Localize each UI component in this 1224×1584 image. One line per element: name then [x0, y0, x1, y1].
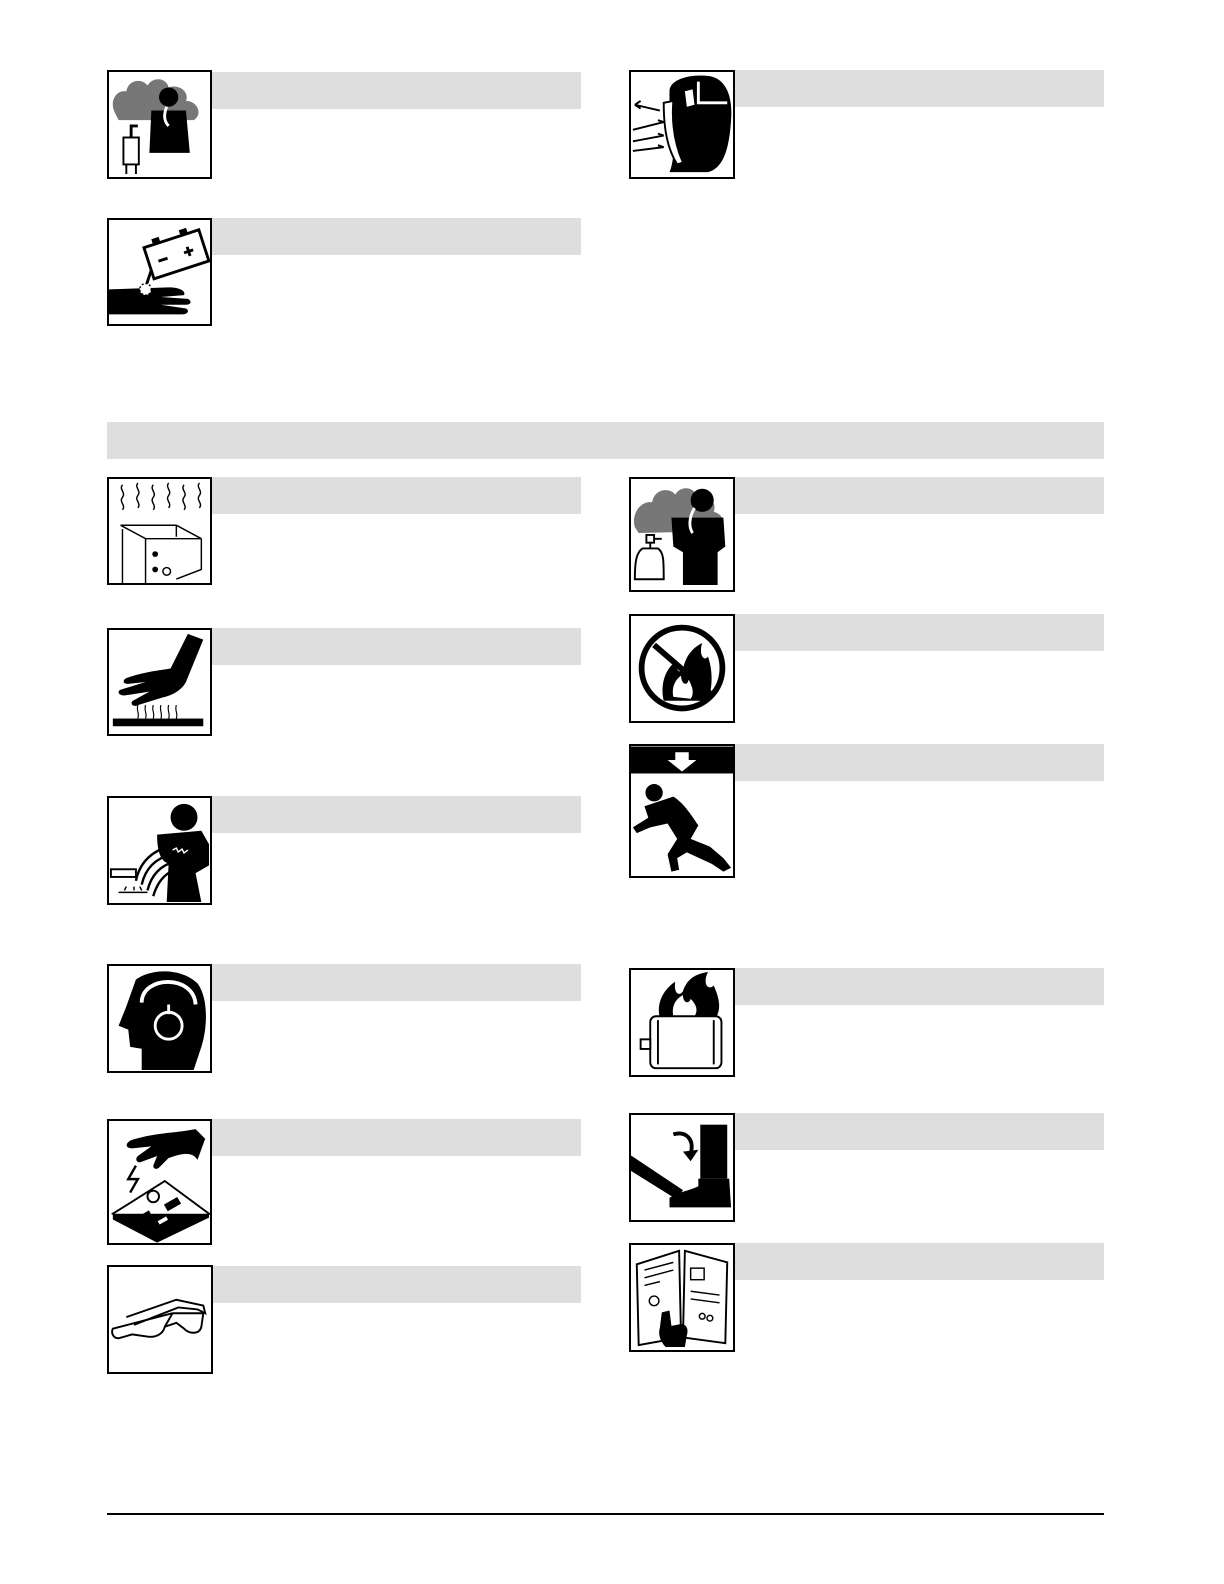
static-electricity-board-icon [107, 1119, 212, 1245]
warning-header-bar [735, 968, 1104, 1005]
footer-rule [107, 1513, 1104, 1515]
section-header-bar [107, 422, 1104, 459]
warning-header-bar [212, 796, 581, 833]
warning-header-bar [735, 614, 1104, 651]
warning-header-bar [212, 72, 581, 109]
no-fire-icon [629, 614, 735, 723]
warning-header-bar [735, 70, 1104, 107]
warning-header-bar [212, 964, 581, 1001]
battery-acid-hand-icon [107, 218, 212, 326]
hot-machine-heat-icon [107, 477, 212, 585]
welding-helmet-rays-icon [629, 70, 735, 179]
warning-header-bar [212, 477, 581, 514]
magnetic-field-pacemaker-icon [107, 796, 212, 905]
hot-surface-hand-icon [107, 628, 212, 736]
cylinder-fumes-icon [629, 477, 735, 592]
safety-glasses-icon [107, 1265, 213, 1374]
warning-header-bar [735, 1113, 1104, 1150]
warning-header-bar [735, 744, 1104, 781]
warning-header-bar [213, 1266, 581, 1303]
warning-header-bar [212, 218, 581, 255]
warning-header-bar [735, 1243, 1104, 1280]
warning-header-bar [212, 628, 581, 665]
warning-header-bar [735, 477, 1104, 514]
fumes-exhaust-icon [107, 70, 212, 179]
falling-equipment-icon [629, 744, 735, 878]
engine-fire-icon [629, 968, 735, 1077]
read-manual-icon [629, 1243, 735, 1352]
hearing-protection-icon [107, 964, 212, 1073]
warning-header-bar [212, 1119, 581, 1156]
moving-parts-foot-icon [629, 1113, 735, 1222]
